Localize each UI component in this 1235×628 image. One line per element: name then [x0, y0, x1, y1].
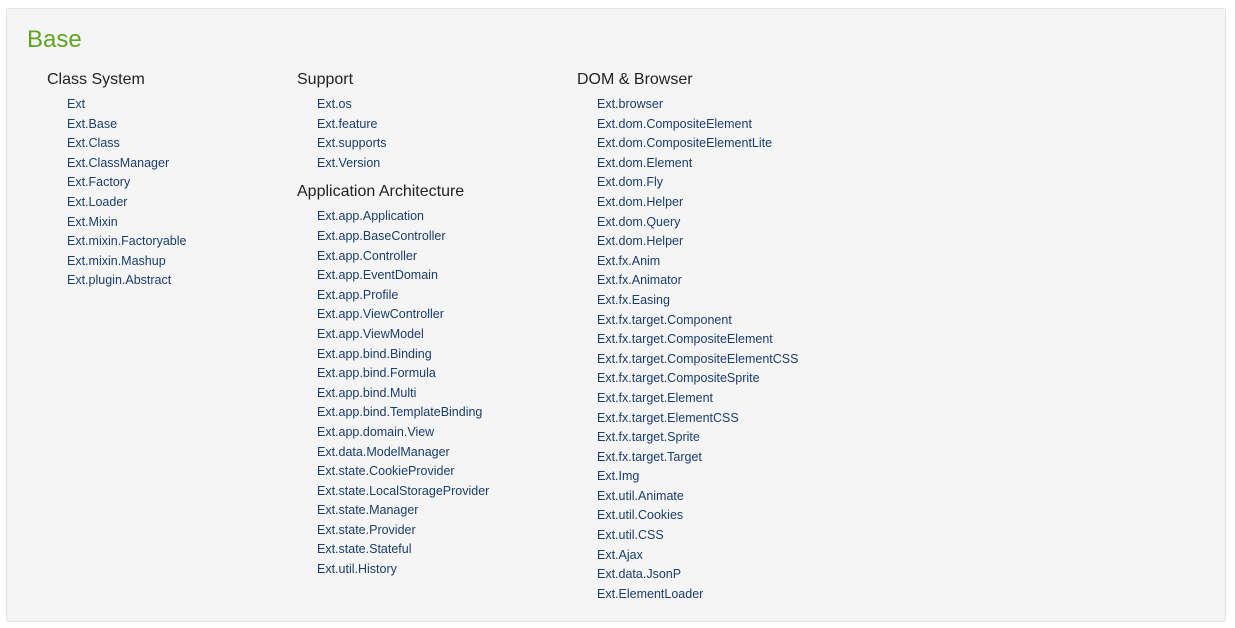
- list-item: [597, 428, 798, 448]
- list-item: [597, 369, 798, 389]
- link-list: [317, 95, 489, 173]
- list-item: [597, 193, 798, 213]
- class-link[interactable]: Ext.util.Cookies: [597, 508, 684, 523]
- list-item: [597, 154, 798, 174]
- list-item: [317, 482, 489, 502]
- list-item: [317, 462, 489, 482]
- list-item: [67, 252, 186, 272]
- list-item: [597, 213, 798, 233]
- list-item: [597, 232, 798, 252]
- list-item: [597, 409, 798, 429]
- class-link[interactable]: Ext.fx.Animator: [597, 273, 682, 288]
- list-item: [597, 95, 798, 115]
- class-link[interactable]: Ext.dom.Fly: [597, 175, 663, 190]
- class-link[interactable]: Ext.dom.Helper: [597, 234, 684, 249]
- list-item: [317, 345, 489, 365]
- class-link[interactable]: Ext.app.Application: [317, 209, 425, 224]
- group-title: DOM & Browser: [577, 71, 693, 88]
- base-section-panel: [6, 8, 1226, 622]
- class-link[interactable]: Ext.Base: [67, 116, 118, 131]
- class-link[interactable]: Ext.app.bind.TemplateBinding: [317, 405, 483, 420]
- list-item: [597, 134, 798, 154]
- list-item: [317, 325, 489, 345]
- list-item: [317, 154, 489, 174]
- list-item: [67, 173, 186, 193]
- class-link[interactable]: Ext.data.ModelManager: [317, 444, 450, 459]
- list-item: [597, 173, 798, 193]
- class-link[interactable]: Ext.fx.Anim: [597, 253, 661, 268]
- class-link[interactable]: Ext.fx.target.Target: [597, 449, 702, 464]
- class-link[interactable]: Ext.util.History: [317, 562, 397, 577]
- link-list: [597, 95, 798, 604]
- list-item: [317, 134, 489, 154]
- list-item: [597, 291, 798, 311]
- list-item: [597, 448, 798, 468]
- list-item: [317, 286, 489, 306]
- link-list: [67, 95, 186, 291]
- class-link[interactable]: Ext.Mixin: [67, 214, 118, 229]
- list-item: [597, 585, 798, 605]
- list-item: [597, 311, 798, 331]
- list-item: [67, 232, 186, 252]
- class-link[interactable]: Ext.util.Animate: [597, 488, 684, 503]
- list-item: [597, 252, 798, 272]
- list-item: [67, 115, 186, 135]
- class-link[interactable]: Ext.util.CSS: [597, 528, 664, 543]
- list-item: [317, 403, 489, 423]
- class-link[interactable]: Ext.fx.target.Sprite: [597, 430, 700, 445]
- class-link[interactable]: Ext.dom.CompositeElement: [597, 116, 752, 131]
- list-item: [317, 95, 489, 115]
- link-list: [317, 207, 489, 579]
- class-link[interactable]: Ext.app.Profile: [317, 287, 399, 302]
- class-link[interactable]: Ext.app.bind.Multi: [317, 385, 417, 400]
- class-link[interactable]: Ext.app.ViewModel: [317, 326, 424, 341]
- list-item: [67, 95, 186, 115]
- list-item: [67, 193, 186, 213]
- class-link[interactable]: Ext.dom.Helper: [597, 194, 684, 209]
- class-link[interactable]: Ext.data.JsonP: [597, 567, 682, 582]
- list-item: [597, 506, 798, 526]
- class-link[interactable]: Ext.fx.target.Element: [597, 390, 714, 405]
- class-link[interactable]: Ext.state.CookieProvider: [317, 464, 455, 479]
- section-title: Base: [27, 26, 82, 53]
- class-link[interactable]: Ext.dom.Element: [597, 155, 693, 170]
- list-item: [67, 154, 186, 174]
- list-item: [67, 271, 186, 291]
- list-item: [317, 115, 489, 135]
- list-item: [317, 521, 489, 541]
- column-support-architecture: [297, 69, 489, 580]
- group-title: Class System: [47, 71, 145, 88]
- class-link[interactable]: Ext.app.domain.View: [317, 424, 435, 439]
- list-item: [317, 227, 489, 247]
- list-item: [597, 487, 798, 507]
- list-item: [67, 213, 186, 233]
- list-item: [317, 207, 489, 227]
- list-item: [597, 271, 798, 291]
- group-title: Support: [297, 71, 354, 88]
- list-item: [317, 423, 489, 443]
- class-link[interactable]: Ext.Ajax: [597, 547, 643, 562]
- class-link[interactable]: Ext.mixin.Mashup: [67, 253, 166, 268]
- class-link[interactable]: Ext.Img: [597, 469, 640, 484]
- class-link[interactable]: Ext.browser: [597, 97, 663, 111]
- class-link[interactable]: Ext.dom.Query: [597, 214, 681, 229]
- class-link[interactable]: Ext.fx.target.CompositeSprite: [597, 371, 760, 386]
- list-item: [317, 540, 489, 560]
- list-item: [67, 134, 186, 154]
- class-link[interactable]: Ext.state.Provider: [317, 522, 416, 537]
- list-item: [597, 526, 798, 546]
- group-title: Application Architecture: [297, 183, 465, 201]
- group-class-system: [47, 69, 186, 291]
- class-link[interactable]: Ext.app.Controller: [317, 248, 418, 263]
- class-link[interactable]: Ext.fx.target.CompositeElement: [597, 332, 773, 347]
- class-link[interactable]: Ext.Class: [67, 136, 120, 151]
- class-link[interactable]: Ext: [67, 97, 86, 111]
- list-item: [317, 247, 489, 267]
- class-link[interactable]: Ext.state.Stateful: [317, 542, 412, 557]
- column-class-system: [47, 69, 186, 291]
- class-link[interactable]: Ext.dom.CompositeElementLite: [597, 136, 773, 151]
- class-link[interactable]: Ext.Version: [317, 155, 381, 170]
- list-item: [597, 330, 798, 350]
- list-item: [317, 266, 489, 286]
- group-dom-browser: [577, 69, 798, 604]
- class-link[interactable]: Ext.Factory: [67, 175, 131, 190]
- list-item: [597, 115, 798, 135]
- class-link[interactable]: Ext.app.BaseController: [317, 228, 446, 243]
- class-link[interactable]: Ext.fx.target.Component: [597, 312, 732, 327]
- class-link[interactable]: Ext.mixin.Factoryable: [67, 234, 187, 249]
- column-dom-browser: [577, 69, 798, 604]
- list-item: [317, 305, 489, 325]
- class-link[interactable]: Ext.app.bind.Binding: [317, 346, 432, 361]
- class-link[interactable]: Ext.Loader: [67, 194, 128, 209]
- class-link[interactable]: Ext.app.EventDomain: [317, 268, 438, 283]
- list-item: [317, 443, 489, 463]
- list-item: [317, 384, 489, 404]
- class-link[interactable]: Ext.ElementLoader: [597, 586, 704, 601]
- class-link[interactable]: Ext.plugin.Abstract: [67, 273, 172, 288]
- class-link[interactable]: Ext.fx.Easing: [597, 292, 670, 307]
- class-link[interactable]: Ext.app.bind.Formula: [317, 366, 436, 381]
- class-link[interactable]: Ext.os: [317, 97, 352, 111]
- class-link[interactable]: Ext.ClassManager: [67, 155, 170, 170]
- list-item: [317, 364, 489, 384]
- class-link[interactable]: Ext.state.Manager: [317, 503, 419, 518]
- class-link[interactable]: Ext.fx.target.ElementCSS: [597, 410, 739, 425]
- list-item: [597, 350, 798, 370]
- class-link[interactable]: Ext.supports: [317, 136, 387, 151]
- group-application-architecture: [297, 181, 489, 579]
- group-support: [297, 69, 489, 173]
- class-link[interactable]: Ext.fx.target.CompositeElementCSS: [597, 351, 799, 366]
- class-link[interactable]: Ext.state.LocalStorageProvider: [317, 483, 490, 498]
- list-item: [597, 467, 798, 487]
- class-link[interactable]: Ext.feature: [317, 116, 378, 131]
- list-item: [597, 565, 798, 585]
- list-item: [597, 389, 798, 409]
- list-item: [317, 560, 489, 580]
- list-item: [317, 501, 489, 521]
- list-item: [597, 546, 798, 566]
- class-link[interactable]: Ext.app.ViewController: [317, 307, 444, 322]
